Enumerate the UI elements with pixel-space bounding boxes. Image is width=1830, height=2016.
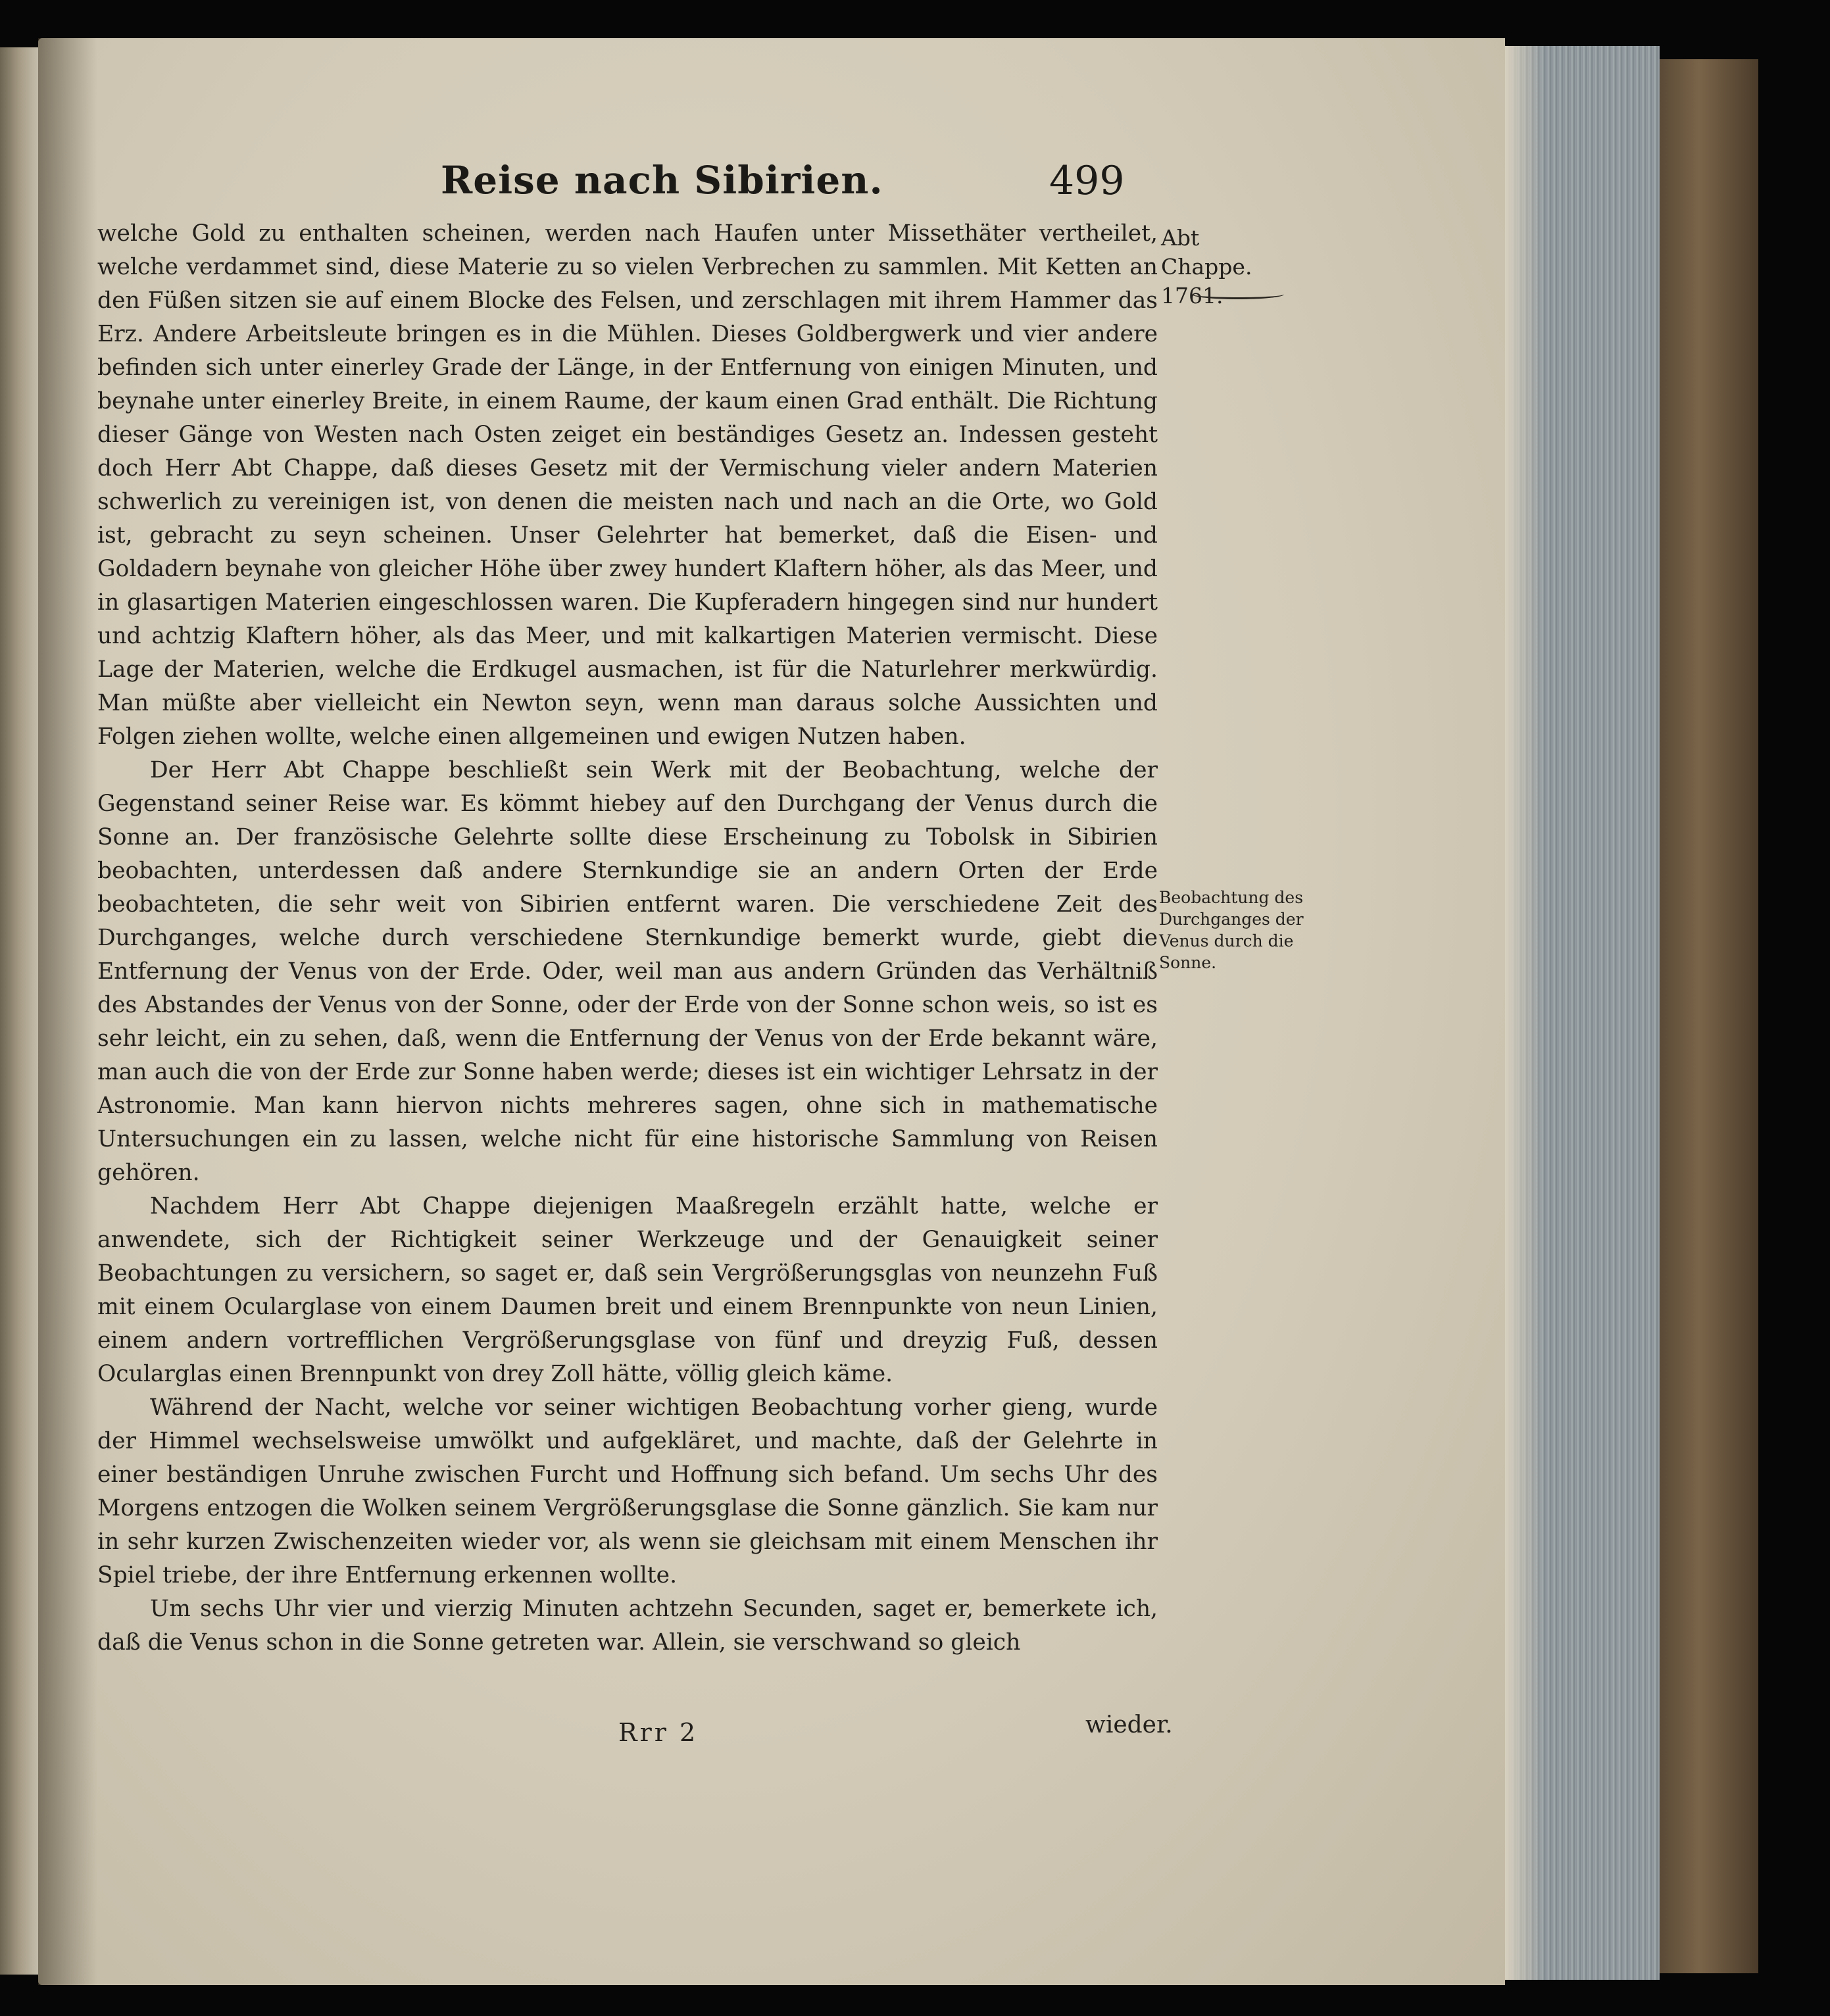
catchword: wieder. — [1085, 1711, 1173, 1738]
facing-page-edge — [0, 47, 39, 1975]
running-title: Reise nach Sibirien. — [441, 158, 883, 203]
margin-note-bracket — [1192, 289, 1284, 299]
page-number: 499 — [1049, 158, 1125, 204]
main-text — [97, 217, 1158, 1660]
margin-note-venus-transit: Beobachtung des Durchganges der Venus durch die Sonne. — [1159, 888, 1304, 972]
page-gutter-shadow — [38, 38, 97, 1985]
book-cover-edge — [1660, 59, 1758, 1973]
page-block-edges — [1505, 46, 1660, 1980]
paragraph: welche Gold zu enthalten scheinen, werden nach Haufen unter Missethäter vertheilet, welche verdammet sind, diese Materie zu so vielen Verbrechen zu sammlen. Mit Ketten an den Füßen sitzen sie auf einem Blocke des Felsen, und zerschlagen mit ihrem Hammer das Erz. Andere Arbeitsleute bringen es in die Mühlen. Dieses Goldbergwerk und vier andere befinden sich unter einerley Grade der Länge, in der Entfernung von einigen Minuten, und beynahe unter einerley Breite, in einem Raume, der kaum einen Grad enthält. Die Richtung dieser Gänge von Westen nach Osten zeiget ein beständiges Gesetz an. Indessen gesteht doch Herr Abt Chappe, daß dieses Gesetz mit der Vermischung vieler andern Materien schwerlich zu vereinigen ist, von denen die meisten nach und nach an die Orte, wo Gold ist, gebracht zu seyn scheinen. Unser Gelehrter hat bemerket, daß die Eisen- und Goldadern beynahe von gleicher Höhe über zwey hundert Klaftern höher, als das Meer, und in glasartigen Materien eingeschlossen waren. Die Kupferadern hingegen sind nur hundert und achtzig Klaftern höher, als das Meer, und mit kalkartigen Materien vermischt. Diese Lage der Materien, welche die Erdkugel ausmachen, ist für die Naturlehrer merkwürdig. Man müßte aber vielleicht ein Newton seyn, wenn man daraus solche Aussichten und Folgen ziehen wollte, welche einen allgemeinen und ewigen Nutzen haben. — [97, 220, 1158, 750]
printer-signature: Rrr 2 — [618, 1718, 699, 1747]
paragraph: Nachdem Herr Abt Chappe diejenigen Maaßregeln erzählt hatte, welche er anwendete, sich der Richtigkeit seiner Werkzeuge und der Genauigkeit seiner Beobachtungen zu versichern, so saget er, daß sein Vergrößerungsglas von neunzehn Fuß mit einem Ocularglase von einem Daumen breit und einem Brennpunkte von neun Linien, einem andern vortrefflichen Vergrößerungsglase von fünf und dreyzig Fuß, dessen Ocularglas einen Brennpunkt von drey Zoll hätte, völlig gleich käme. — [97, 1193, 1158, 1387]
paragraph: Während der Nacht, welche vor seiner wichtigen Beobachtung vorher gieng, wurde der Himmel wechselsweise umwölkt und aufgekläret, und machte, daß der Gelehrte in einer beständigen Unruhe zwischen Furcht und Hoffnung sich befand. Um sechs Uhr des Morgens entzogen die Wolken seinem Vergrößerungsglase die Sonne gänzlich. Sie kam nur in sehr kurzen Zwischenzeiten wieder vor, als wenn sie gleichsam mit einem Menschen ihr Spiel triebe, der ihre Entfernung erkennen wollte. — [97, 1394, 1158, 1588]
paragraph: Der Herr Abt Chappe beschließt sein Werk mit der Beobachtung, welche der Gegenstand seiner Reise war. Es kömmt hiebey auf den Durchgang der Venus durch die Sonne an. Der französische Gelehrte sollte diese Erscheinung zu Tobolsk in Sibirien beobachten, unterdessen daß andere Sternkundige sie an andern Orten der Erde beobachteten, die sehr weit von Sibirien entfernt waren. Die verschiedene Zeit des Durchganges, welche durch verschiedene Sternkundige bemerkt wurde, giebt die Entfernung der Venus von der Erde. Oder, weil man aus andern Gründen das Verhältniß des Abstandes der Venus von der Sonne, oder der Erde von der Sonne schon weis, so ist es sehr leicht, ein zu sehen, daß, wenn die Entfernung der Venus von der Erde bekannt wäre, man auch die von der Erde zur Sonne haben werde; dieses ist ein wichtiger Lehrsatz in der Astronomie. Man kann hiervon nichts mehreres sagen, ohne sich in mathematische Untersuchungen ein zu lassen, welche nicht für eine historische Sammlung von Reisen gehören. — [97, 757, 1158, 1186]
paragraph: Um sechs Uhr vier und vierzig Minuten achtzehn Secunden, saget er, bemerkete ich, daß die Venus schon in die Sonne getreten war. Allein, sie verschwand so gleich — [97, 1596, 1158, 1656]
margin-note-abt-chappe: Abt Chappe. 1761. — [1161, 225, 1252, 308]
